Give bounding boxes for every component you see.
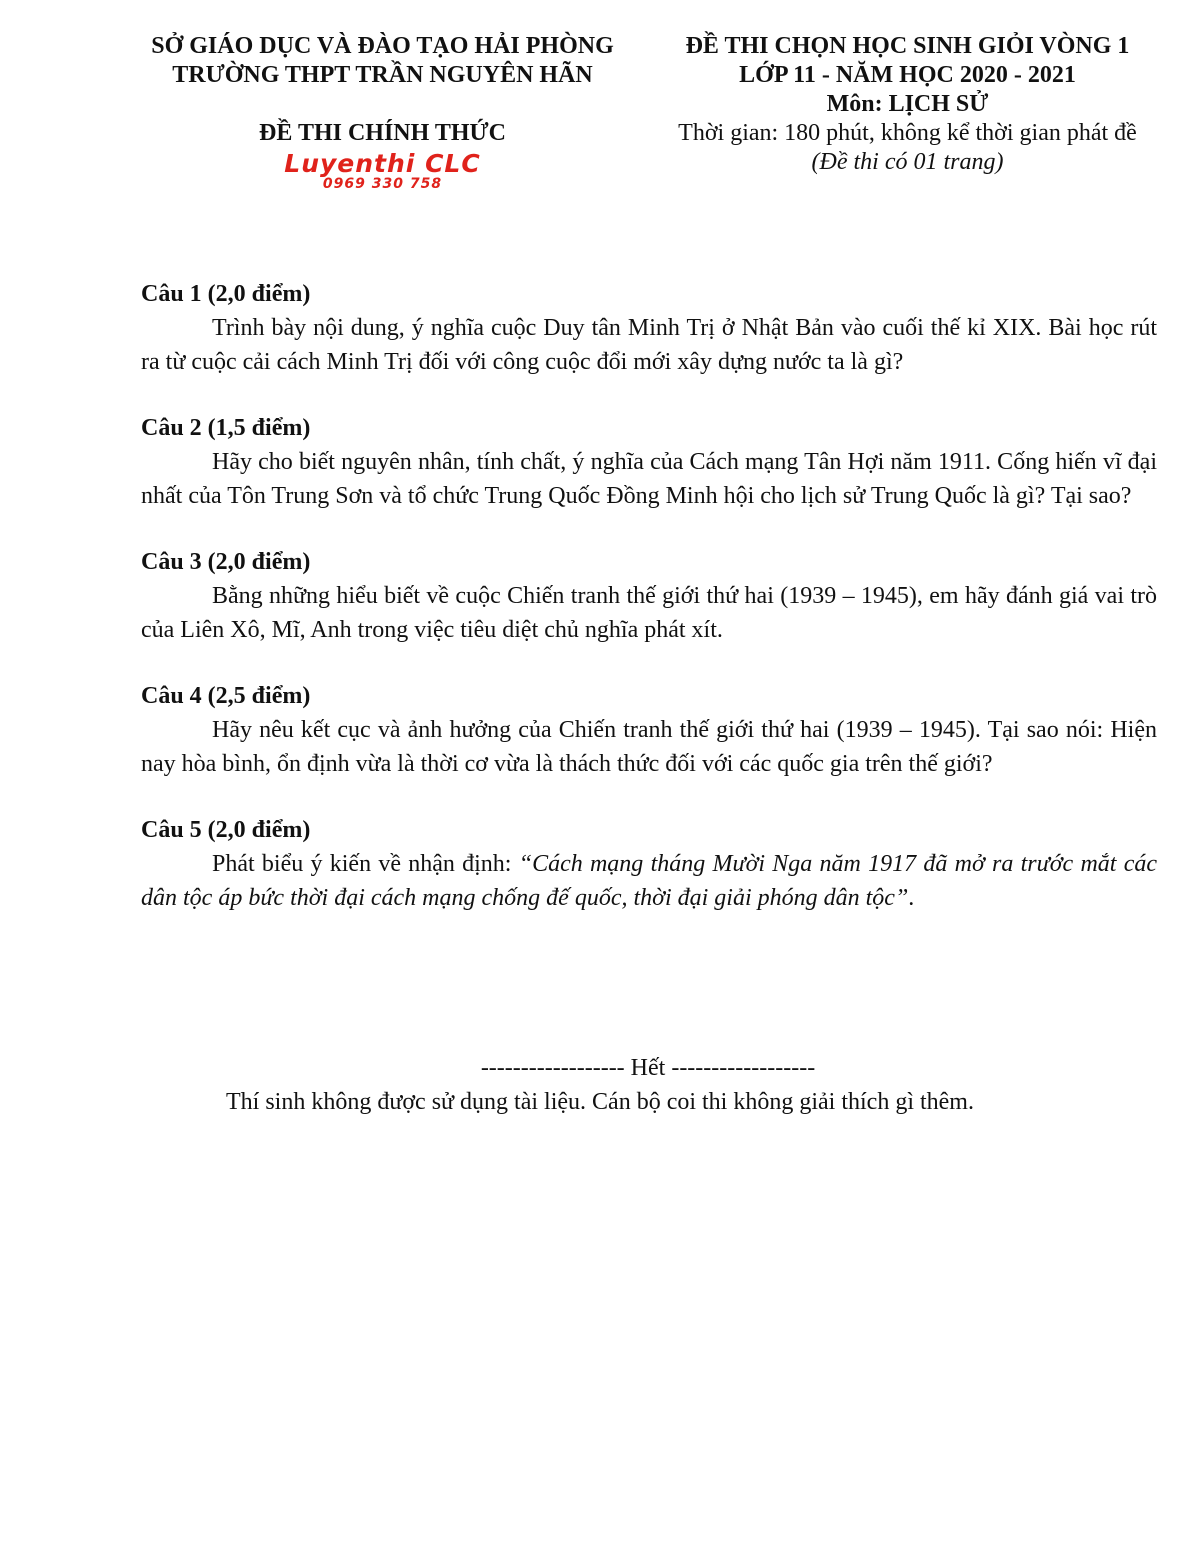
- header-right-block: [655, 32, 1160, 177]
- logo-brand-text: Luyenthi CLC: [284, 149, 481, 178]
- exam-header: [0, 32, 1200, 212]
- question-2: [141, 411, 1157, 513]
- question-body: Trình bày nội dung, ý nghĩa cuộc Duy tân Minh Trị ở Nhật Bản vào cuối thế kỉ XIX. Bài học rút ra từ cuộc cải cách Minh Trị đối với công cuộc đổi mới xây dựng nước ta là gì?: [141, 315, 1157, 375]
- question-4: [141, 679, 1157, 781]
- question-title: Câu 2 (1,5 điểm): [141, 415, 311, 441]
- page-count: (Đề thi có 01 trang): [811, 149, 1004, 175]
- question-title: Câu 1 (2,0 điểm): [141, 281, 311, 307]
- question-3: [141, 545, 1157, 647]
- subject-name: Môn: LỊCH SỬ: [826, 91, 989, 117]
- question-body: Bằng những hiểu biết về cuộc Chiến tranh thế giới thứ hai (1939 – 1945), em hãy đánh giá vai trò của Liên Xô, Mĩ, Anh trong việc tiêu diệt chủ nghĩa phát xít.: [141, 583, 1157, 643]
- department-name: SỞ GIÁO DỤC VÀ ĐÀO TẠO HẢI PHÒNG: [151, 33, 614, 59]
- watermark-logo: [130, 150, 635, 191]
- question-body: Hãy nêu kết cục và ảnh hưởng của Chiến tranh thế giới thứ hai (1939 – 1945). Tại sao nói: Hiện nay hòa bình, ổn định vừa là thời cơ vừa là thách thức đối với các quốc gia trên thế giới?: [141, 717, 1157, 777]
- candidate-note: Thí sinh không được sử dụng tài liệu. Cán bộ coi thi không giải thích gì thêm.: [226, 1089, 974, 1115]
- exam-footer: [0, 1051, 1200, 1119]
- question-title: Câu 4 (2,5 điểm): [141, 683, 311, 709]
- question-5: [141, 813, 1157, 915]
- question-body: Hãy cho biết nguyên nhân, tính chất, ý nghĩa của Cách mạng Tân Hợi năm 1911. Cống hiến vĩ đại nhất của Tôn Trung Sơn và tổ chức Trung Quốc Đồng Minh hội cho lịch sử Trung Quốc là gì? Tại sao?: [141, 449, 1157, 509]
- grade-year: LỚP 11 - NĂM HỌC 2020 - 2021: [739, 62, 1076, 88]
- question-1: [141, 277, 1157, 379]
- end-marker: ------------------ Hết ------------------: [480, 1055, 816, 1081]
- time-limit: Thời gian: 180 phút, không kể thời gian phát đề: [678, 120, 1137, 146]
- exam-title: ĐỀ THI CHỌN HỌC SINH GIỎI VÒNG 1: [685, 33, 1130, 59]
- logo-phone-text: 0969 330 758: [322, 176, 443, 192]
- school-name: TRƯỜNG THPT TRẦN NGUYÊN HÃN: [172, 62, 593, 88]
- question-body-prefix: Phát biểu ý kiến về nhận định:: [212, 851, 519, 877]
- header-left-block: [130, 32, 635, 191]
- official-exam-label: ĐỀ THI CHÍNH THỨC: [259, 120, 506, 146]
- header-spacer: [130, 90, 635, 119]
- question-body-suffix: .: [908, 885, 915, 911]
- question-body: [141, 847, 1157, 915]
- question-title: Câu 5 (2,0 điểm): [141, 817, 311, 843]
- question-quote: “Cách mạng tháng Mười Nga năm 1917 đã mở ra trước mắt các dân tộc áp bức thời đại cách mạng chống đế quốc, thời đại giải phóng dân tộc”: [141, 851, 1157, 911]
- exam-questions: [141, 277, 1157, 947]
- question-title: Câu 3 (2,0 điểm): [141, 549, 311, 575]
